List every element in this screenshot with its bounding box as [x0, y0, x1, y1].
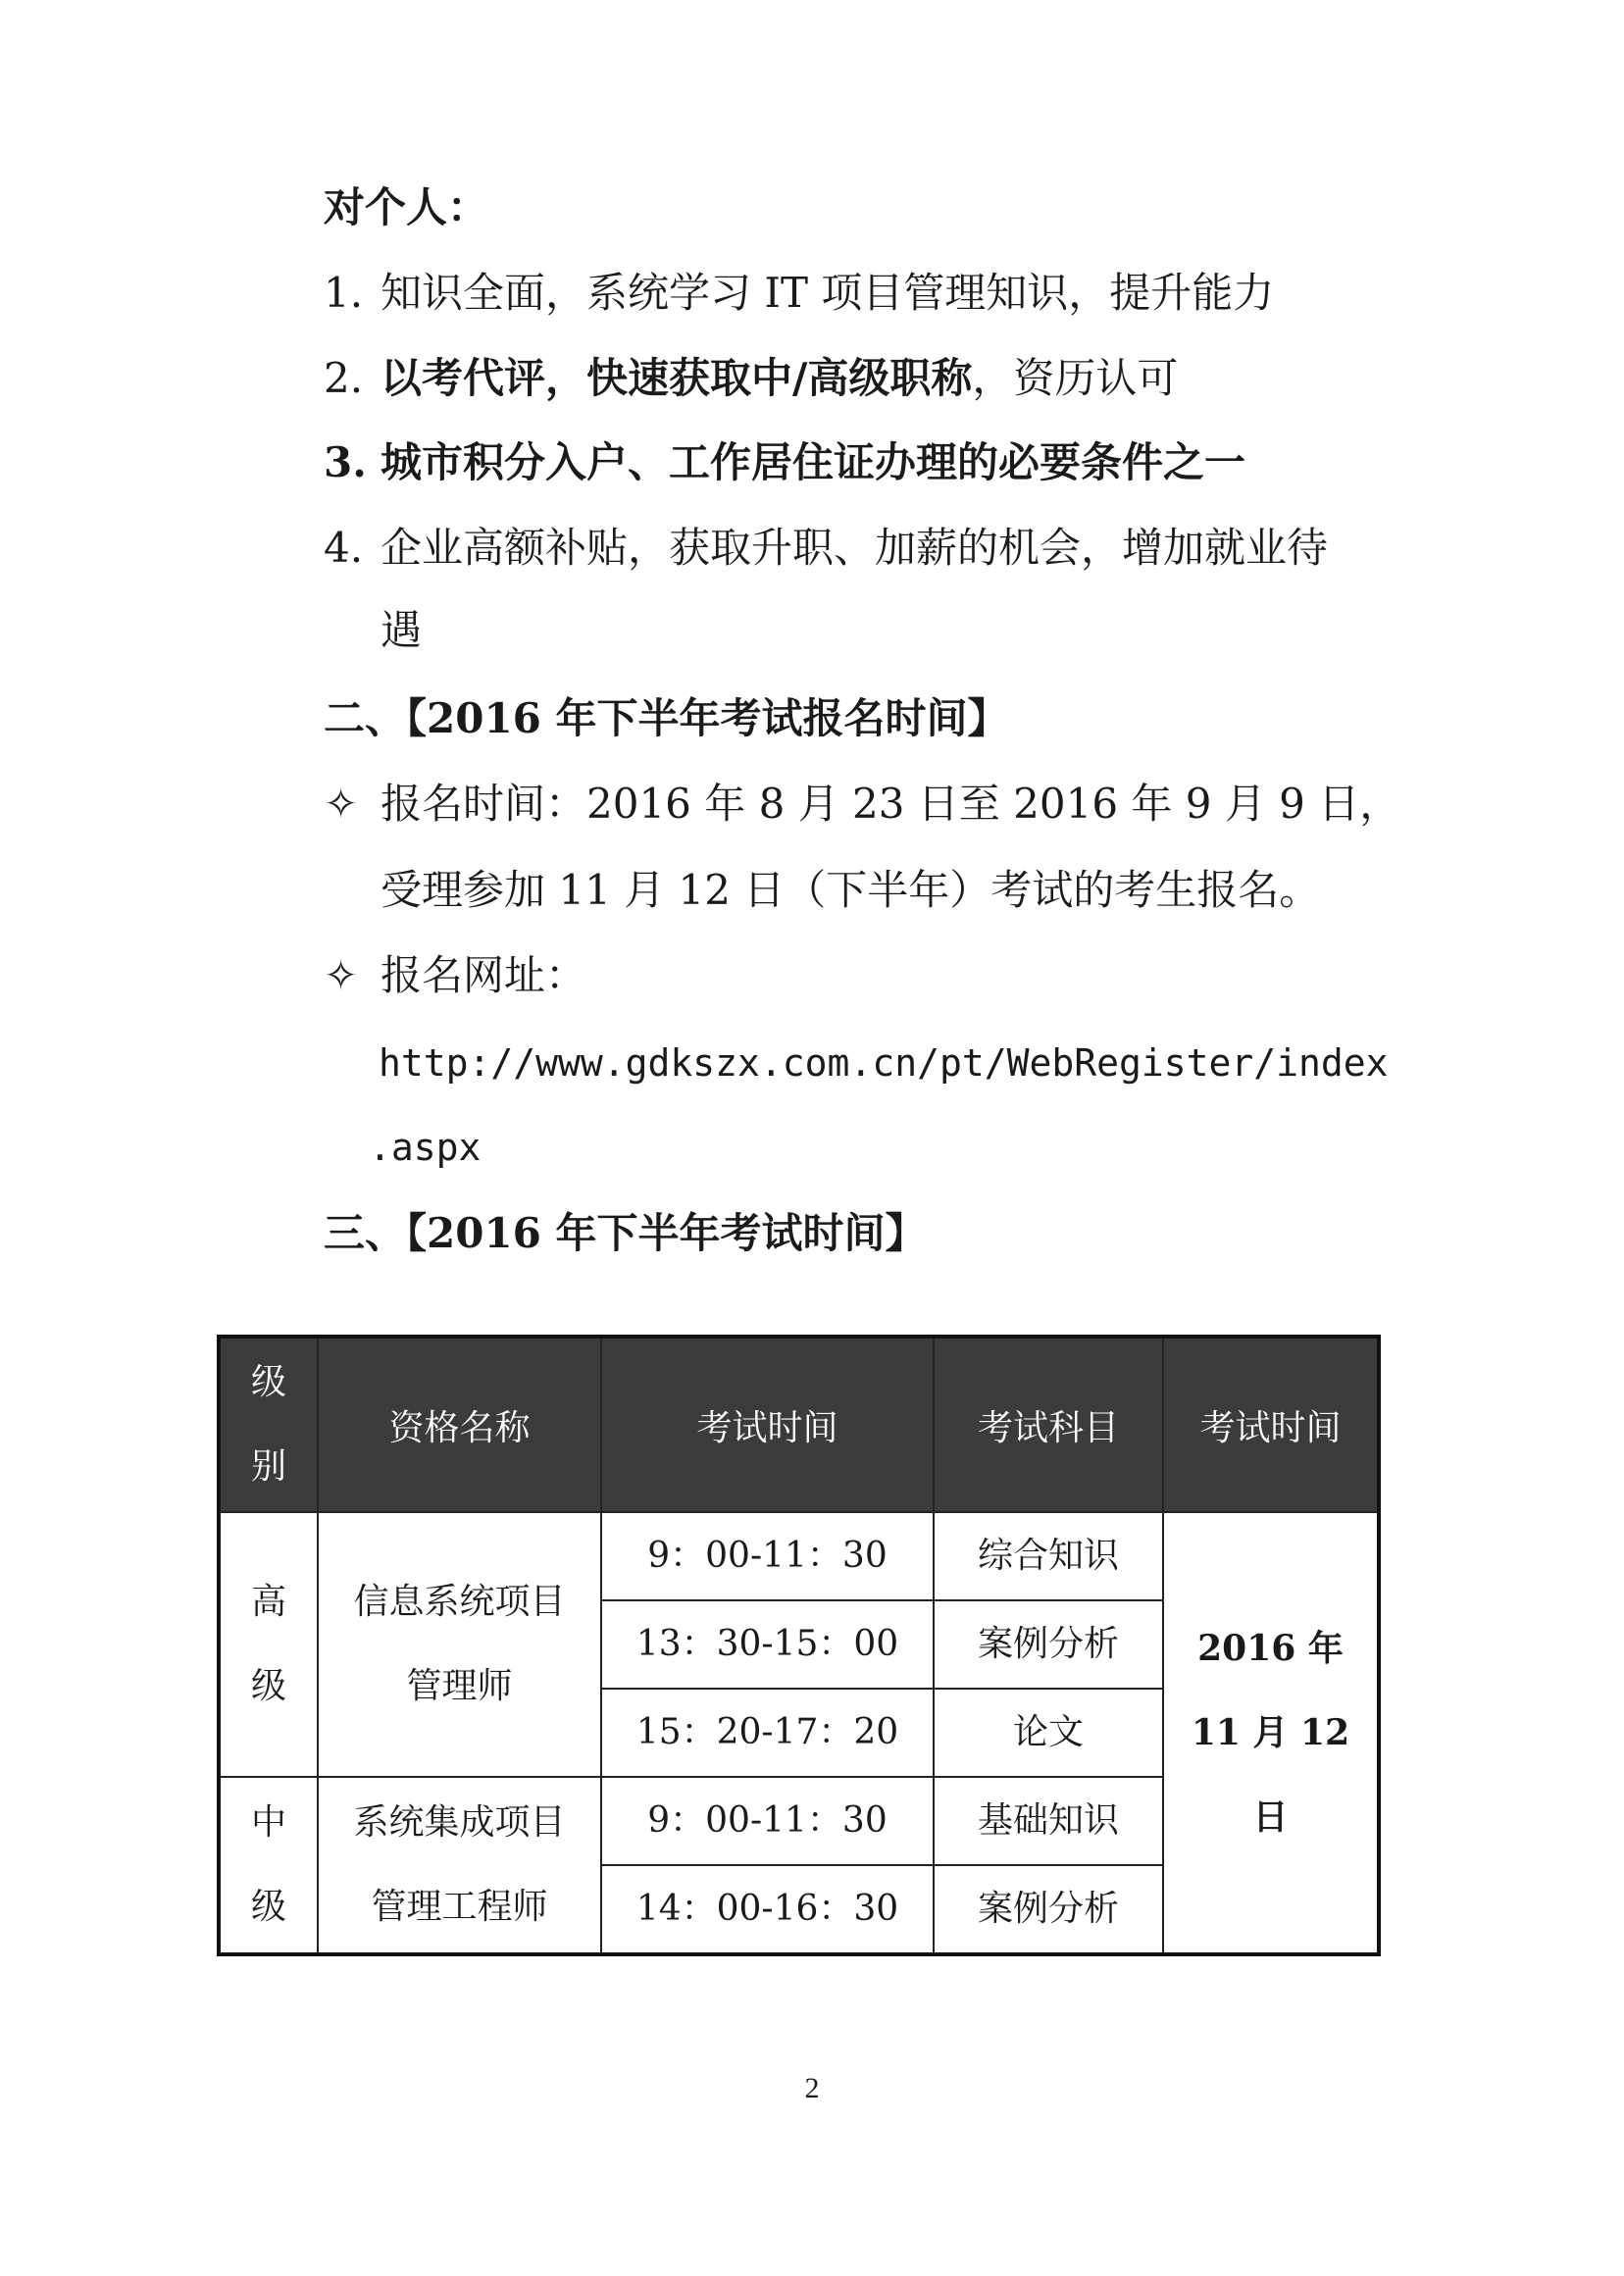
exam-schedule-table [217, 1335, 1381, 1956]
column-header: 资格名称 [318, 1337, 601, 1512]
time-cell: 9：00-11：30 [601, 1777, 934, 1865]
subject-cell: 基础知识 [934, 1777, 1163, 1865]
subject-cell: 案例分析 [934, 1865, 1163, 1954]
time-cell: 9：00-11：30 [601, 1512, 934, 1600]
page-number: 2 [804, 2072, 820, 2104]
registration-url-label: ✧ 报名网址： [324, 948, 586, 1003]
subject-cell: 论文 [934, 1689, 1163, 1777]
table-header-row [219, 1337, 1379, 1512]
bullet-icon: ✧ [324, 780, 359, 828]
column-header: 考试科目 [934, 1337, 1163, 1512]
time-cell: 13：30-15：00 [601, 1600, 934, 1689]
subject-cell: 案例分析 [934, 1600, 1163, 1689]
list-item: 4. 企业高额补贴，获取升职、加薪的机会，增加就业待 [324, 524, 1329, 572]
time-cell: 14：00-16：30 [601, 1865, 934, 1954]
time-cell: 15：20-17：20 [601, 1689, 934, 1777]
qualification-cell: 系统集成项目管理工程师 [318, 1777, 601, 1954]
column-header: 考试时间 [601, 1337, 934, 1512]
level-cell: 中级 [219, 1777, 318, 1954]
registration-url: http://www.gdkszx.com.cn/pt/WebRegister/index [379, 1041, 1389, 1085]
registration-url-cont: .aspx [369, 1126, 482, 1169]
list-item: 2. 以考代评，快速获取中/高级职称，资历认可 [324, 354, 1179, 402]
intro-heading: 对个人： [324, 183, 489, 231]
registration-time-cont: 受理参加 11 月 12 日（下半年）考试的考生报名。 [381, 866, 1321, 914]
section-title: 二、【2016 年下半年考试报名时间】 [324, 694, 1009, 742]
list-item-continuation: 遇 [381, 606, 423, 654]
column-header: 考试时间 [1163, 1337, 1379, 1512]
qualification-cell: 信息系统项目管理师 [318, 1512, 601, 1777]
section-title: 三、【2016 年下半年考试时间】 [324, 1209, 927, 1257]
exam-date-cell: 2016 年 11 月 12 日 [1163, 1512, 1379, 1954]
subject-cell: 综合知识 [934, 1512, 1163, 1600]
column-header: 级别 [219, 1337, 318, 1512]
table-row [219, 1512, 1379, 1600]
level-cell: 高级 [219, 1512, 318, 1777]
list-item: 3. 城市积分入户、工作居住证办理的必要条件之一 [324, 438, 1246, 486]
registration-time: ✧ 报名时间：2016 年 8 月 23 日至 2016 年 9 月 9 日， [324, 777, 1400, 832]
bullet-icon: ✧ [324, 951, 359, 999]
list-item: 1. 知识全面，系统学习 IT 项目管理知识，提升能力 [324, 269, 1275, 317]
